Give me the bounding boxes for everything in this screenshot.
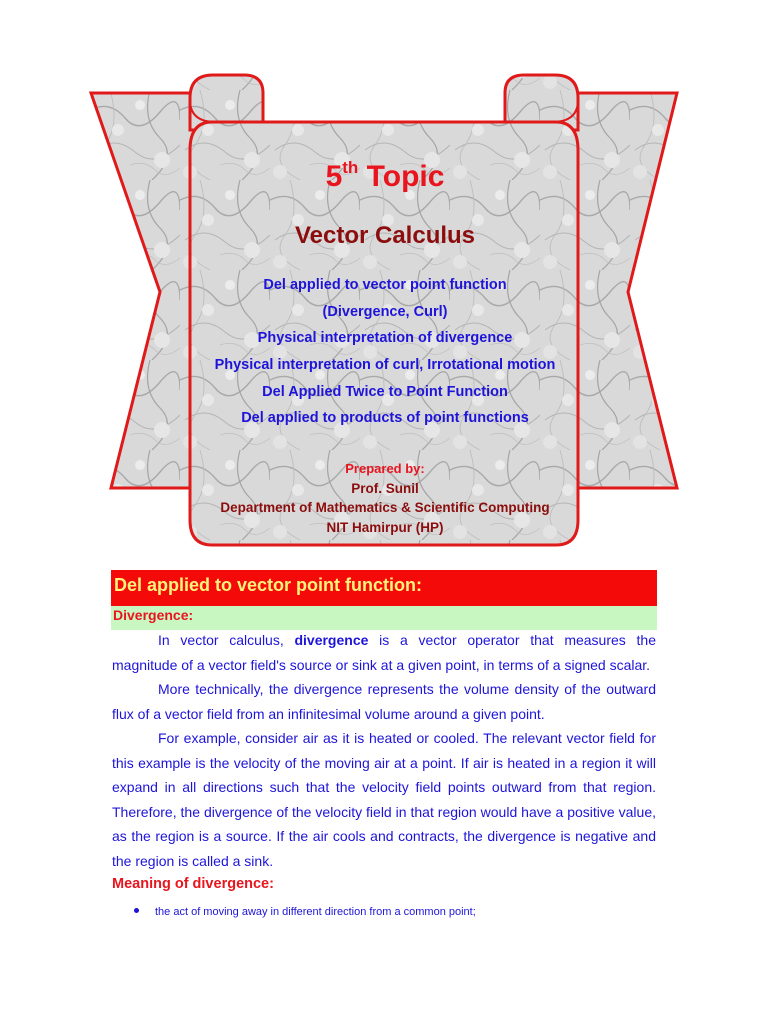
topic-item: Del applied to products of point functions [241,410,529,427]
prepared-by-label: Prepared by: [345,461,425,476]
topic-items-list [190,272,580,432]
section-heading: Del applied to vector point function: [111,570,657,606]
topic-item: Physical interpretation of curl, Irrotational motion [214,357,556,374]
author-name: Prof. Sunil [351,480,419,496]
paragraph-example: For example, consider air as it is heated or cooled. The relevant vector field for this example is the velocity of the moving air at a point. If air is heated in a region it will expand in all directions such that the velocity field points outward from that region. Therefore, the divergence of the velocity field in that region would have a positive value, as the region is a source. If the air cools and contracts, the divergence is negative and the region is called a sink. [112,730,656,869]
topic-item: Del applied to vector point function [263,277,507,293]
divergence-subheading: Divergence: [111,606,657,630]
bullet-text: the act of moving away in different direction from a common point; [155,906,476,918]
topic-item: (Divergence, Curl) [322,303,448,320]
bullet-list-item [134,906,476,918]
institute-name: NIT Hamirpur (HP) [326,519,444,535]
divergence-term: divergence [294,632,369,648]
paragraph-technical: More technically, the divergence represents the volume density of the outward flux of a vector field from an infinitesimal volume around a given point. [112,681,656,722]
topic-title: 5th Topic [325,158,445,193]
divergence-body [112,628,656,873]
bullet-dot-icon [134,908,139,913]
department-name: Department of Mathematics & Scientific Computing [220,500,550,515]
topic-item: Del Applied Twice to Point Function [262,383,508,400]
meaning-heading: Meaning of divergence: [112,876,274,892]
subject-title: Vector Calculus [294,222,476,249]
topic-item: Physical interpretation of divergence [257,330,513,347]
paragraph-definition: In vector calculus, divergence is a vector operator that measures the magnitude of a vector field's source or sink at a given point, in terms of a signed scalar. [112,632,656,673]
credits-block [190,459,580,537]
topic-ordinal-suffix: th [342,158,359,177]
